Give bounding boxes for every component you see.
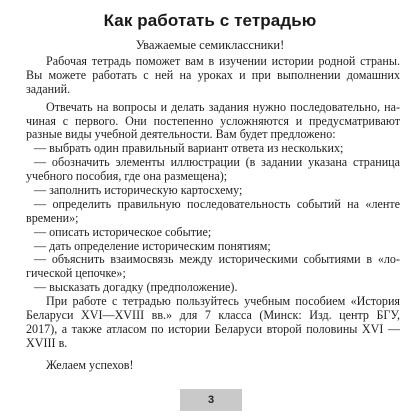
text-line: Беларуси XVI—XVIII вв.» для 7 класса (Минск: Изд. центр БГУ, (26, 309, 400, 323)
text-line: 2017), а также атласом по истории Беларуси второй половины XVI — (26, 322, 400, 336)
text-line: — определить правильную последовательность событий на «ленте (34, 197, 400, 211)
text-line: Вы можете работать с ней на уроках и при выполнении домашних (26, 68, 400, 82)
text-line: времени»; (26, 211, 79, 225)
page-title: Как работать с тетрадью (103, 11, 317, 30)
text-line: гической цепочке»; (26, 267, 126, 281)
text-line: — объяснить взаимосвязь между историческими событиями в «ло- (34, 253, 400, 267)
text-line: XVIII в. (26, 336, 68, 350)
text-line: — описать историческое событие; (34, 225, 212, 239)
body-text (26, 55, 400, 373)
text-line: чиная с первого. Они постепенно усложняются и предусматривают (26, 114, 400, 128)
text-line: учебного пособия, где она размещена); (26, 170, 228, 184)
text-line: — выбрать один правильный вариант ответа из нескольких; (34, 142, 344, 156)
text-line: Отвечать на вопросы и делать задания нужно последовательно, на- (46, 100, 400, 114)
text-line: — обозначить элементы иллюстрации (в задании указана страница (34, 156, 400, 170)
text-line: — высказать догадку (предположение). (34, 281, 238, 295)
text-line: — заполнить историческую картосхему; (34, 184, 243, 198)
text-line: заданий. (26, 82, 71, 96)
closing-line: Желаем успехов! (46, 358, 134, 372)
text-line: Рабочая тетрадь поможет вам в изучении истории родной страны. (46, 55, 400, 68)
page-number: 3 (180, 389, 242, 411)
text-line: — дать определение историческим понятиям; (34, 239, 271, 253)
text-line: При работе с тетрадью пользуйтесь учебным пособием «История (46, 295, 400, 309)
text-line: разные виды учебной деятельности. Вам будет предложено: (26, 128, 336, 142)
greeting: Уважаемые семиклассники! (135, 38, 285, 52)
